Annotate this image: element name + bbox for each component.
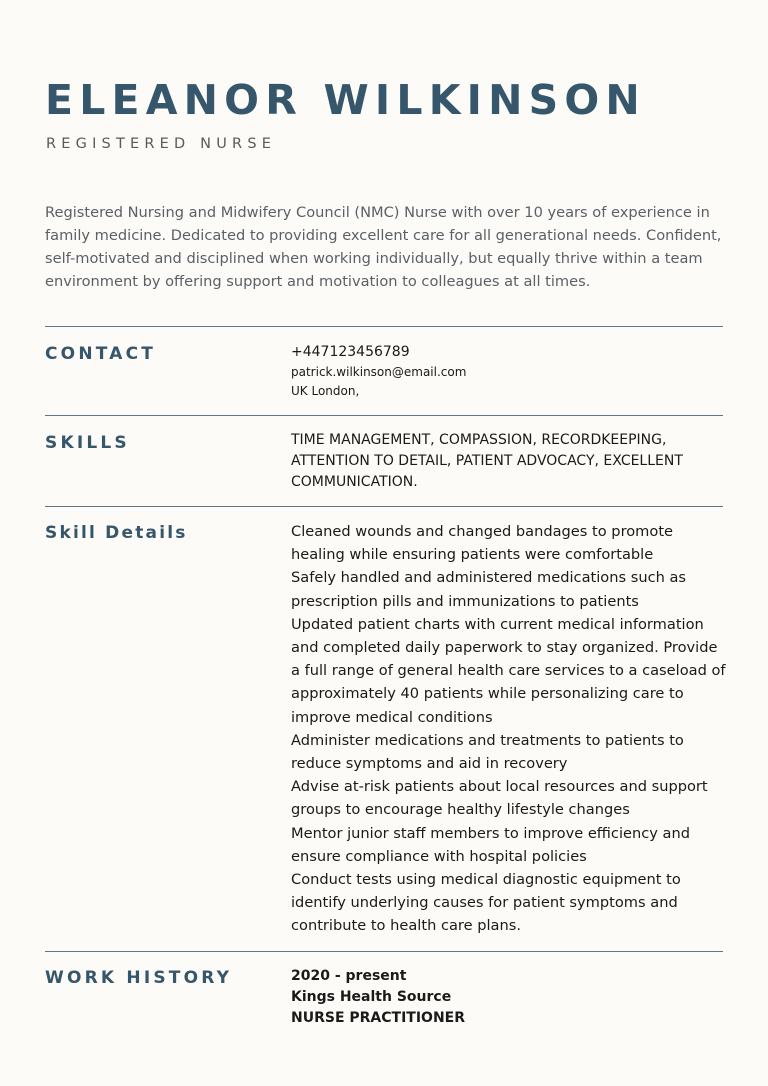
skill-detail-item: Safely handled and administered medications such as prescription pills and immunizations to patients — [291, 569, 687, 610]
work-history-entry — [291, 966, 731, 1029]
work-history-heading: WORK HISTORY — [45, 968, 233, 988]
contact-details — [291, 341, 731, 401]
profile-summary: Registered Nursing and Midwifery Council (NMC) Nurse with over 10 years of experience in family medicine. Dedicated to providing excellent care for all generational needs. Confident, self-motivated and disciplined when working individually, but equally thrive within a team environment by offering support and motivation to colleagues at all times. — [45, 204, 722, 290]
contact-heading: CONTACT — [45, 344, 157, 364]
section-divider-contact — [45, 326, 723, 327]
contact-phone: +447123456789 — [291, 344, 410, 360]
skill-detail-item: Conduct tests using medical diagnostic equipment to identify underlying causes for patient symptoms and contribute to health care plans. — [291, 871, 681, 935]
skill-detail-item: Updated patient charts with current medical information and completed daily paperwork to stay organized. Provide a full range of general health care services to a caseload of approximately 40 patients while personalizing care to improve medical conditions — [291, 615, 726, 726]
skills-heading: SKILLS — [45, 433, 130, 453]
candidate-title: REGISTERED NURSE — [46, 136, 277, 152]
contact-location: UK London, — [291, 384, 360, 398]
section-divider-work-history — [45, 951, 723, 952]
work-period: 2020 - present — [291, 968, 407, 984]
skill-details-list — [291, 520, 731, 938]
section-divider-skills — [45, 415, 723, 416]
section-divider-skill-details — [45, 506, 723, 507]
skill-details-heading: Skill Details — [45, 523, 188, 543]
candidate-name: ELEANOR WILKINSON — [45, 76, 646, 124]
skill-detail-item: Administer medications and treatments to patients to reduce symptoms and aid in recovery — [291, 731, 684, 773]
skill-detail-item: Cleaned wounds and changed bandages to promote healing while ensuring patients were comfortable — [291, 523, 674, 564]
skill-detail-item: Advise at-risk patients about local resources and support groups to encourage healthy lifestyle changes — [291, 778, 708, 819]
skill-detail-item: Mentor junior staff members to improve efficiency and ensure compliance with hospital policies — [291, 824, 690, 865]
contact-email: patrick.wilkinson@email.com — [291, 365, 467, 379]
work-employer: Kings Health Source — [291, 989, 452, 1005]
skills-list: TIME MANAGEMENT, COMPASSION, RECORDKEEPING, ATTENTION TO DETAIL, PATIENT ADVOCACY, EXCELLENT COMMUNICATION. — [291, 432, 683, 490]
work-role: NURSE PRACTITIONER — [291, 1010, 466, 1026]
